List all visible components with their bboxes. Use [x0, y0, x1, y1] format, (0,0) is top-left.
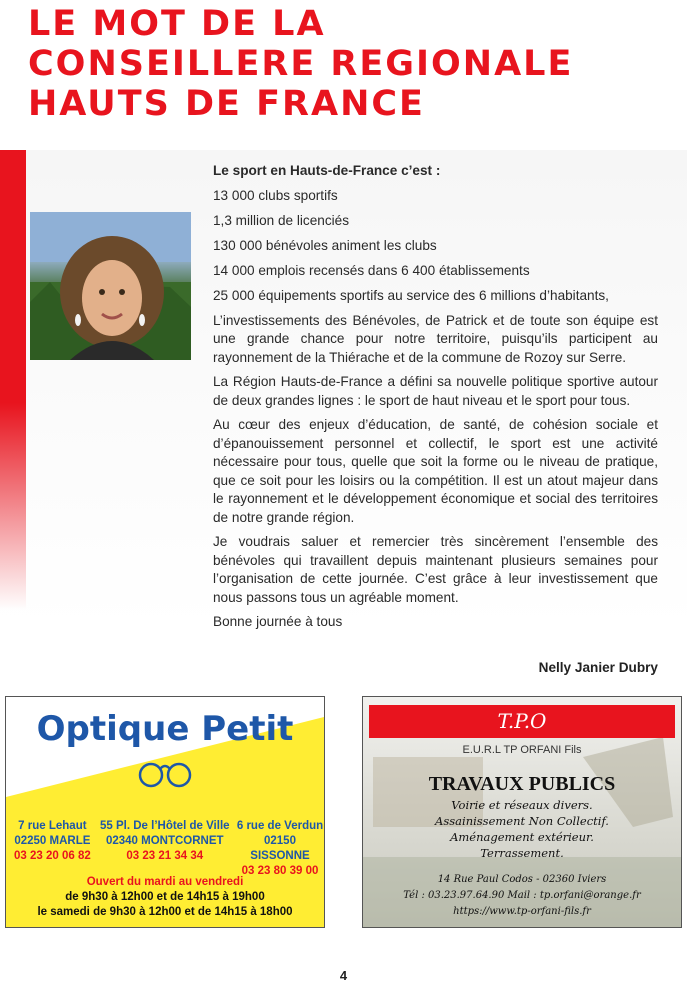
- page-number: 4: [339, 968, 348, 983]
- article-body: [213, 162, 658, 638]
- tpo-website: https://www.tp-orfani-fils.fr: [453, 906, 591, 917]
- tpo-address: 14 Rue Paul Codos - 02360 Iviers: [437, 874, 607, 885]
- title-line-3: HAUTS DE FRANCE: [28, 84, 425, 124]
- tpo-services: [363, 797, 681, 861]
- portrait-photo: [30, 212, 191, 360]
- tpo-service: Voirie et réseaux divers.: [451, 798, 593, 812]
- stat-item: 130 000 bénévoles animent les clubs: [213, 237, 437, 253]
- ad-optique-petit: [5, 696, 325, 928]
- article-paragraph: Je voudrais saluer et remercier très sincèrement l’ensemble des bénévoles qui travaillent depuis maintenant plusieurs semaines pour l’organisation de cette journée. C’est grâce à leur investissement que nous passons tous un agréable moment.: [213, 534, 658, 605]
- tpo-contact-block: [363, 872, 681, 920]
- tpo-company: E.U.R.L TP ORFANI Fils: [462, 744, 582, 756]
- tpo-title: TRAVAUX PUBLICS: [428, 773, 616, 795]
- tpo-service: Assainissement Non Collectif.: [435, 814, 609, 828]
- red-side-bar: [0, 150, 26, 610]
- stat-item: 25 000 équipements sportifs au service des 6 millions d’habitants,: [213, 287, 609, 303]
- stat-item: 13 000 clubs sportifs: [213, 187, 338, 203]
- store-city: 02250 MARLE: [14, 835, 91, 847]
- store-sissonne: [236, 819, 324, 879]
- article-paragraph: La Région Hauts-de-France a défini sa nouvelle politique sportive autour de deux grandes lignes : le sport de haut niveau et le sport pour tous.: [213, 374, 658, 408]
- article-heading: Le sport en Hauts-de-France c’est :: [213, 163, 441, 178]
- article-paragraph: Au cœur des enjeux d’éducation, de santé, de cohésion sociale et d’épanouissement personnel et collectif, le sport est une activité nécessaire pour tous, quelle que soit la forme ou le niveau de pratique, que ce soit pour les loisirs ou la compétition. Il est un atout majeur dans le rayonnement et le développement économique et social des territoires de notre grande région.: [213, 417, 658, 525]
- article-paragraph: L’investissements des Bénévoles, de Patrick et de toute son équipe est une grande chance pour notre territoire, puisqu’ils participent au rayonnement de la Thiérache et de la commune de Rozoy sur Serre.: [213, 312, 658, 365]
- store-phone: 03 23 80 39 00: [241, 865, 319, 877]
- store-city: 02150 SISSONNE: [250, 835, 310, 862]
- optique-name: Optique Petit: [36, 709, 294, 749]
- hours-line: Ouvert du mardi au vendredi: [86, 876, 244, 888]
- store-street: 55 Pl. De l’Hôtel de Ville: [100, 820, 230, 832]
- store-city: 02340 MONTCORNET: [105, 835, 224, 847]
- page-title: [28, 4, 678, 124]
- title-line-1: LE MOT DE LA: [28, 4, 326, 44]
- opening-hours: [6, 875, 324, 920]
- portrait-illustration: [30, 212, 191, 360]
- signature: Nelly Janier Dubry: [538, 660, 658, 675]
- title-line-2: CONSEILLERE REGIONALE: [28, 44, 574, 84]
- tpo-brand: T.P.O: [369, 705, 675, 738]
- hours-line: le samedi de 9h30 à 12h00 et de 14h15 à 18h00: [37, 906, 293, 918]
- store-street: 7 rue Lehaut: [18, 820, 87, 832]
- tpo-contact: Tél : 03.23.97.64.90 Mail : tp.orfani@orange.fr: [403, 890, 641, 901]
- store-montcornet: [100, 819, 230, 864]
- hours-line: de 9h30 à 12h00 et de 14h15 à 19h00: [65, 891, 265, 903]
- glasses-icon: [134, 759, 196, 789]
- store-phone: 03 23 20 06 82: [14, 850, 91, 862]
- tpo-service: Aménagement extérieur.: [450, 830, 594, 844]
- store-street: 6 rue de Verdun: [236, 820, 324, 832]
- store-phone: 03 23 21 34 34: [126, 850, 204, 862]
- ad-tpo: [362, 696, 682, 928]
- stat-item: 14 000 emplois recensés dans 6 400 établissements: [213, 262, 530, 278]
- stat-item: 1,3 million de licenciés: [213, 212, 350, 228]
- store-marle: [14, 819, 91, 864]
- tpo-service: Terrassement.: [480, 846, 564, 860]
- article-paragraph: Bonne journée à tous: [213, 614, 343, 629]
